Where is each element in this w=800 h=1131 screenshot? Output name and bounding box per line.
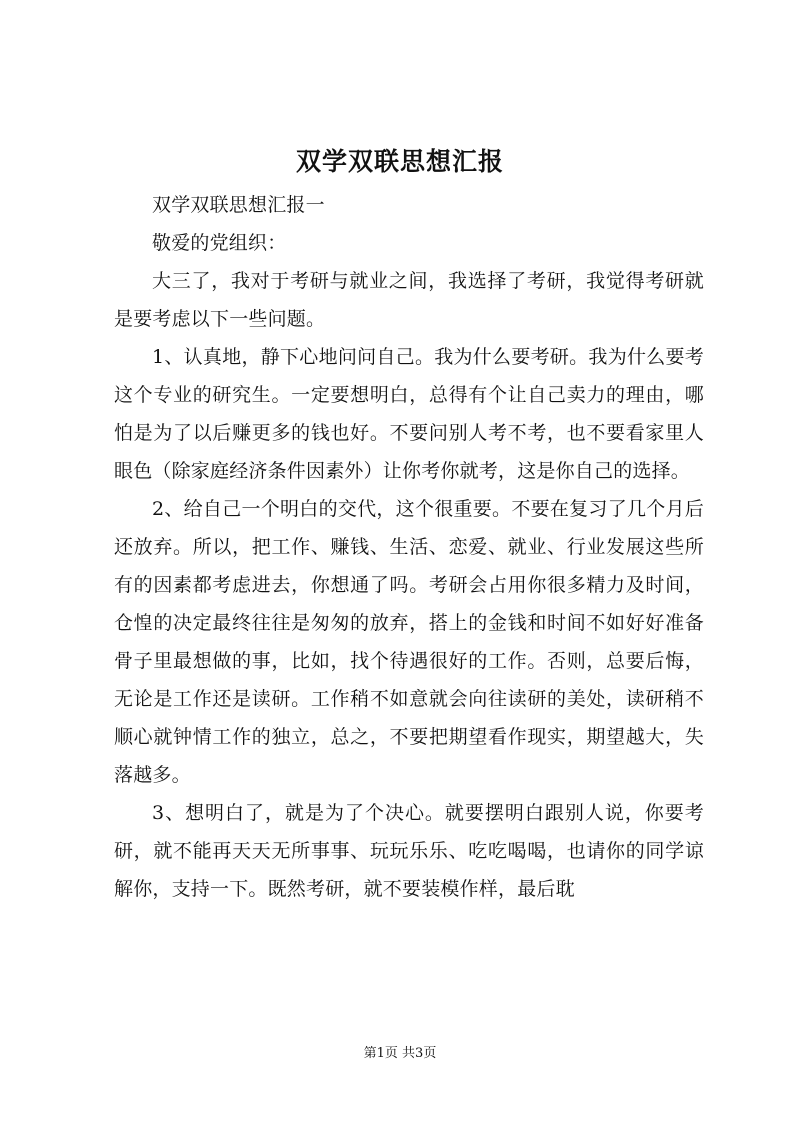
paragraph-point-3: 3、想明白了，就是为了个决心。就要摆明白跟别人说，你要考研，就不能再天天无所事事、玩玩乐乐、吃吃喝喝，也请你的同学谅解你，支持一下。既然考研，就不要装模作样，最后耽 bbox=[114, 802, 704, 900]
paragraph-intro: 大三了，我对于考研与就业之间，我选择了考研，我觉得考研就是要考虑以下一些问题。 bbox=[114, 270, 704, 330]
section-heading: 双学双联思想汇报一 bbox=[152, 194, 325, 216]
document-title: 双学双联思想汇报 bbox=[295, 147, 504, 176]
document-body bbox=[114, 186, 704, 908]
paragraph-point-2: 2、给自己一个明白的交代，这个很重要。不要在复习了几个月后还放弃。所以，把工作、赚钱、生活、恋爱、就业、行业发展这些所有的因素都考虑进去，你想通了吗。考研会占用你很多精力及时间，仓惶的决定最终往往是匆匆的放弃，搭上的金钱和时间不如好好准备骨子里最想做的事，比如，找个待遇很好的工作。否则，总要后悔，无论是工作还是读研。工作稍不如意就会向往读研的美处，读研稍不顺心就钟情工作的独立，总之，不要把期望看作现实，期望越大，失落越多。 bbox=[114, 498, 704, 786]
page-footer: 第1页 共3页 bbox=[363, 1046, 437, 1061]
salutation: 敬爱的党组织： bbox=[152, 232, 287, 254]
paragraph-point-1: 1、认真地，静下心地问问自己。我为什么要考研。我为什么要考这个专业的研究生。一定要想明白，总得有个让自己卖力的理由，哪怕是为了以后赚更多的钱也好。不要问别人考不考，也不要看家里人眼色（除家庭经济条件因素外）让你考你就考，这是你自己的选择。 bbox=[114, 346, 704, 482]
